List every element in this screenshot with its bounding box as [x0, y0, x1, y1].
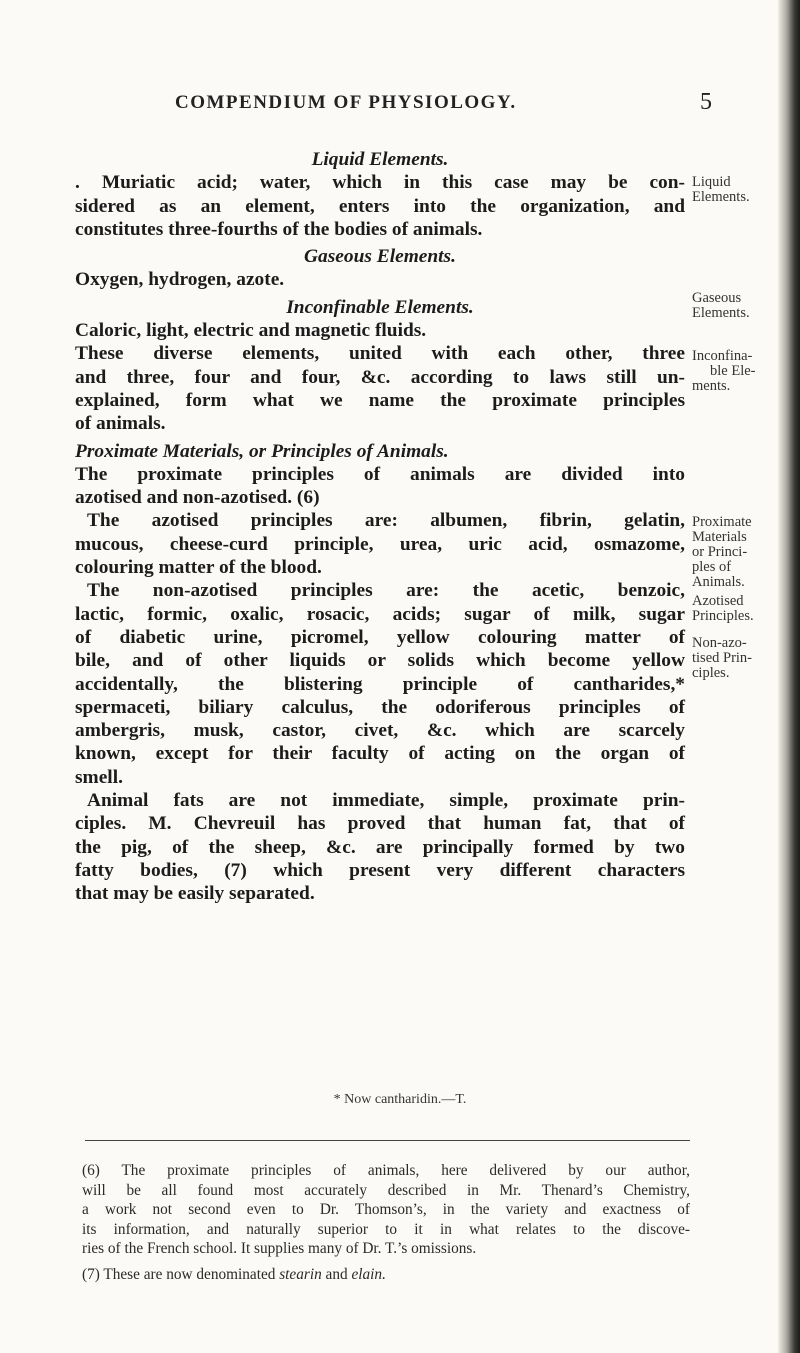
- heading-proximate-materials: Proximate Materials, or Principles of Animals.: [75, 440, 449, 462]
- text-line: fatty bodies, (7) which present very different characters: [75, 859, 685, 881]
- page-number: 5: [700, 89, 712, 115]
- text-line: the pig, of the sheep, &c. are principally formed by two: [75, 836, 685, 858]
- margin-note-gaseous: Gaseous Elements.: [692, 290, 750, 321]
- note-line: (6) The proximate principles of animals, here delivered by our author,: [82, 1162, 690, 1179]
- text-line: ambergris, musk, castor, civet, &c. which are scarcely: [75, 720, 685, 742]
- heading-inconfinable-elements: Inconfinable Elements.: [286, 296, 474, 318]
- text-line: Oxygen, hydrogen, azote.: [75, 269, 285, 291]
- text-line: smell.: [75, 766, 123, 788]
- page-binding-edge: [778, 0, 800, 1353]
- text-line: and three, four and four, &c. according to laws still un-: [75, 366, 685, 388]
- footnote-rule: [85, 1140, 690, 1141]
- text-line: The proximate principles of animals are divided into: [75, 463, 685, 485]
- note-line: a work not second even to Dr. Thomson’s, in the variety and exactness of: [82, 1201, 690, 1218]
- note-line: will be all found most accurately described in Mr. Thenard’s Chemistry,: [82, 1181, 690, 1199]
- text-line: . Muriatic acid; water, which in this case may be con-: [75, 172, 685, 194]
- footnotes: [82, 1161, 690, 1284]
- text-line: accidentally, the blistering principle of cantharides,*: [75, 673, 685, 695]
- text-line: bile, and of other liquids or solids which become yellow: [75, 650, 685, 672]
- text-line: constitutes three-fourths of the bodies of animals.: [75, 218, 483, 240]
- note-7: (7) These are now denominated stearin and elain.: [82, 1265, 386, 1283]
- text-line: These diverse elements, united with each other, three: [75, 343, 685, 365]
- text-line: lactic, formic, oxalic, rosacic, acids; sugar of milk, sugar: [75, 603, 685, 625]
- text-line: The azotised principles are: albumen, fibrin, gelatin,: [87, 510, 685, 532]
- text-line: known, except for their faculty of acting on the organ of: [75, 743, 685, 765]
- running-header: [0, 89, 800, 122]
- body-text: [75, 148, 685, 906]
- text-line: The non-azotised principles are: the acetic, benzoic,: [87, 580, 685, 602]
- text-line: spermaceti, biliary calculus, the odoriferous principles of: [75, 696, 685, 718]
- margin-note-azotised: Azotised Principles.: [692, 593, 754, 624]
- text-line: explained, form what we name the proximate principles: [75, 389, 685, 411]
- text-line: ciples. M. Chevreuil has proved that human fat, that of: [75, 813, 685, 835]
- text-line: that may be easily separated.: [75, 883, 315, 905]
- text-line: Animal fats are not immediate, simple, proximate prin-: [87, 790, 685, 812]
- text-line: Caloric, light, electric and magnetic fluids.: [75, 320, 427, 342]
- text-line: of animals.: [75, 413, 166, 435]
- text-line: mucous, cheese-curd principle, urea, uric acid, osmazome,: [75, 533, 685, 555]
- text-line: of diabetic urine, picromel, yellow colouring matter of: [75, 626, 685, 648]
- asterisk-footnote: * Now cantharidin.—T.: [333, 1092, 467, 1107]
- margin-note-non-azotised: Non-azo- tised Prin- ciples.: [692, 635, 753, 681]
- text-line: sidered as an element, enters into the organization, and: [75, 195, 685, 217]
- heading-gaseous-elements: Gaseous Elements.: [304, 246, 456, 268]
- note-line: its information, and naturally superior to it in what relates to the discove-: [82, 1220, 690, 1238]
- note-line: ries of the French school. It supplies many of Dr. T.’s omissions.: [82, 1240, 477, 1257]
- header-title: COMPENDIUM OF PHYSIOLOGY.: [175, 92, 517, 113]
- margin-note-liquid: Liquid Elements.: [692, 174, 750, 205]
- text-line: azotised and non-azotised. (6): [75, 487, 320, 509]
- heading-liquid-elements: Liquid Elements.: [311, 149, 449, 170]
- margin-note-inconfinable: Inconfina- ble Ele- ments.: [692, 348, 756, 394]
- text-line: colouring matter of the blood.: [75, 557, 322, 579]
- margin-note-proximate: Proximate Materials or Princi- ples of Animals.: [692, 514, 752, 590]
